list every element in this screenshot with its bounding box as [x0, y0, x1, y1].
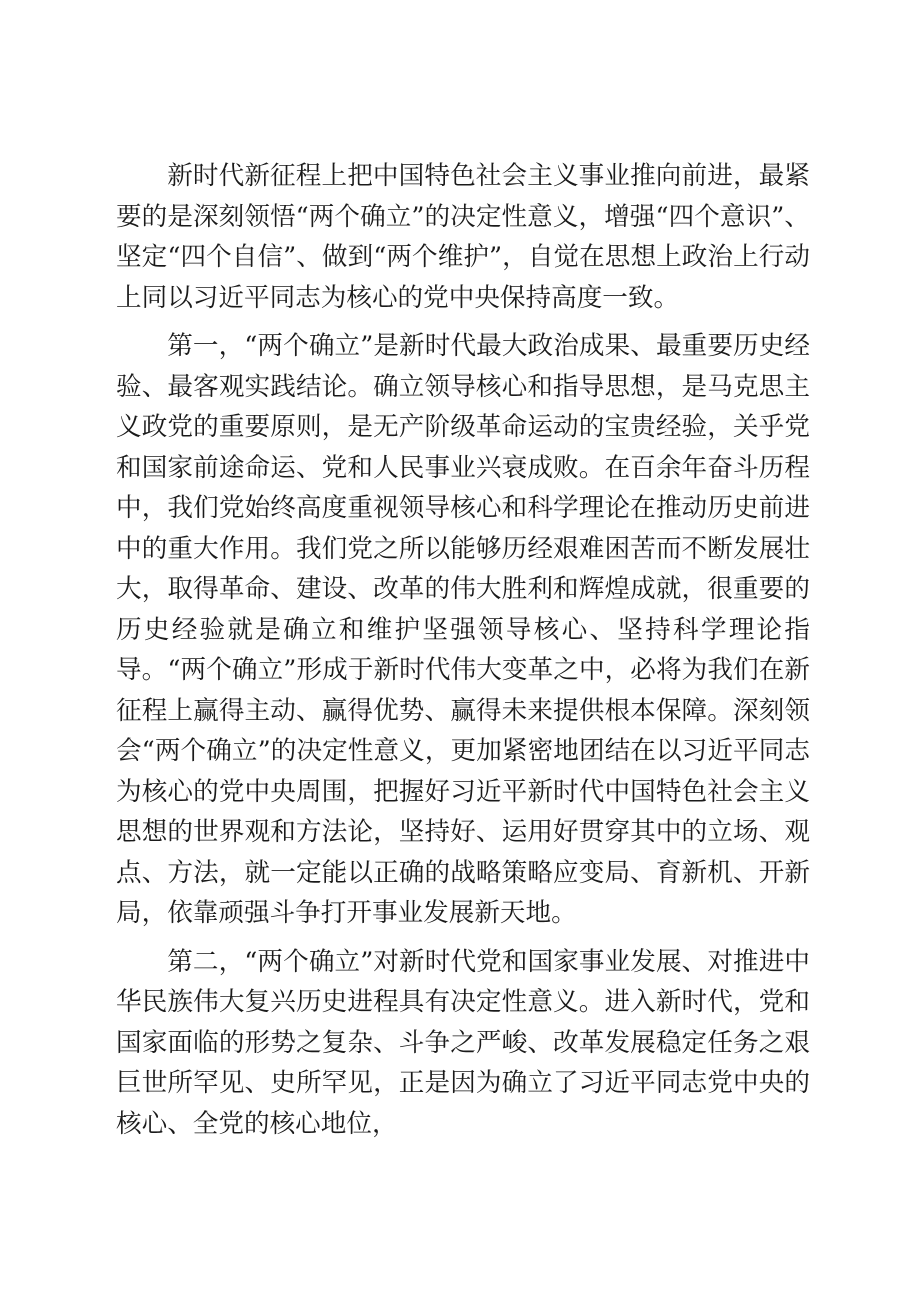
paragraph-1: 新时代新征程上把中国特色社会主义事业推向前进，最紧要的是深刻领悟“两个确立”的决定性意义，增强“四个意识”、坚定“四个自信”、做到“两个维护”，自觉在思想上政治上行动上同以习近平同志为核心的党中央保持高度一致。	[116, 161, 810, 313]
paragraph-2: 第一，“两个确立”是新时代最大政治成果、最重要历史经验、最客观实践结论。确立领导核心和指导思想，是马克思主义政党的重要原则，是无产阶级革命运动的宝贵经验，关乎党和国家前途命运、党和人民事业兴衰成败。在百余年奋斗历程中，我们党始终高度重视领导核心和科学理论在推动历史前进中的重大作用。我们党之所以能够历经艰难困苦而不断发展壮大，取得革命、建设、改革的伟大胜利和辉煌成就，很重要的历史经验就是确立和维护坚强领导核心、坚持科学理论指导。“两个确立”形成于新时代伟大变革之中，必将为我们在新征程上赢得主动、赢得优势、赢得未来提供根本保障。深刻领会“两个确立”的决定性意义，更加紧密地团结在以习近平同志为核心的党中央周围，把握好习近平新时代中国特色社会主义思想的世界观和方法论，坚持好、运用好贯穿其中的立场、观点、方法，就一定能以正确的战略策略应变局、育新机、开新局，依靠顽强斗争打开事业发展新天地。	[116, 331, 810, 928]
paragraph-3: 第二，“两个确立”对新时代党和国家事业发展、对推进中华民族伟大复兴历史进程具有决定性意义。进入新时代，党和国家面临的形势之复杂、斗争之严峻、改革发展稳定任务之艰巨世所罕见、史所罕见，正是因为确立了习近平同志党中央的核心、全党的核心地位，	[116, 946, 810, 1139]
document-body	[116, 156, 810, 1152]
